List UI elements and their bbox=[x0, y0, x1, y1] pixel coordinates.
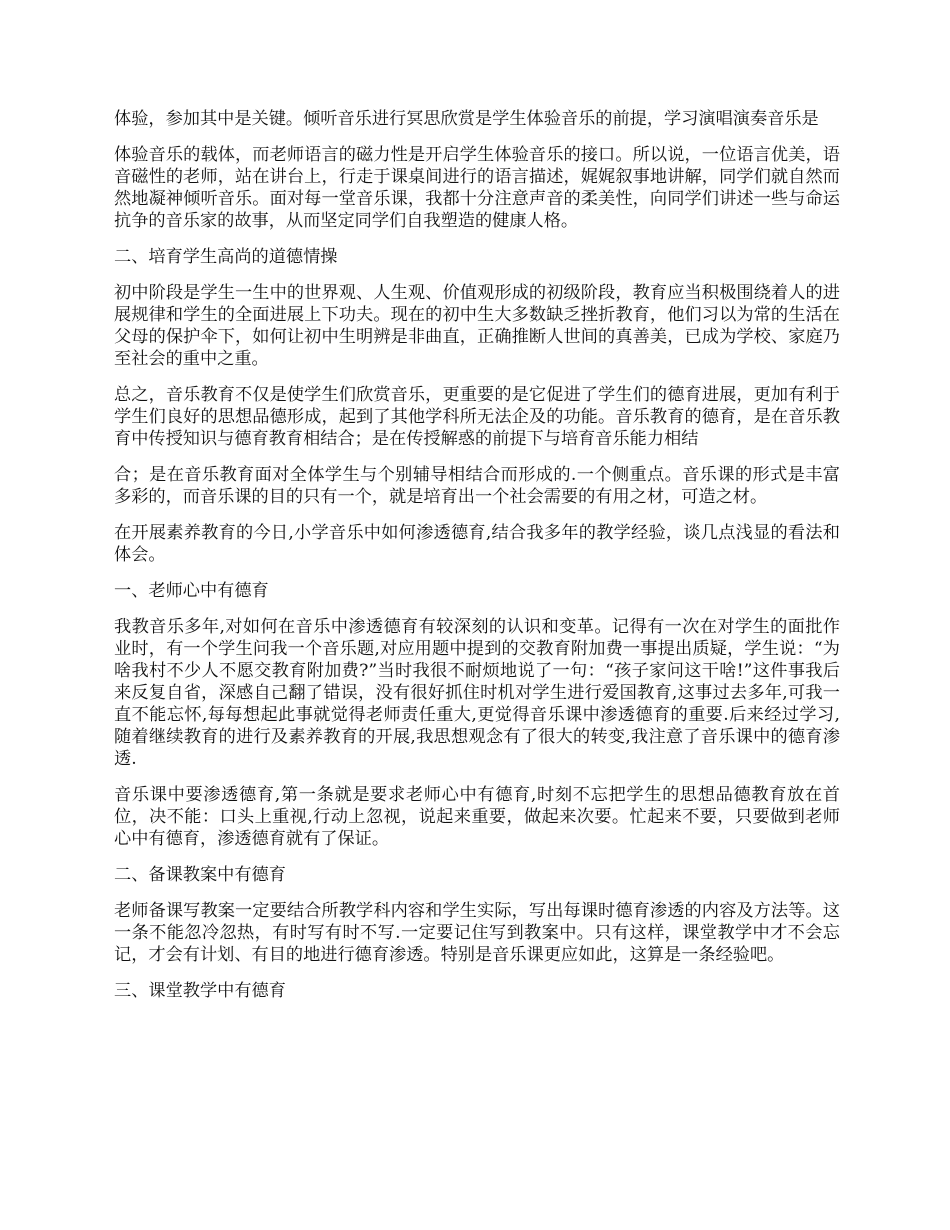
document-page bbox=[114, 108, 840, 1016]
section-heading: 二、备课教案中有德育 bbox=[114, 865, 286, 885]
paragraph: 体验音乐的载体，而老师语言的磁力性是开启学生体验音乐的接口。所以说，一位语言优美，语音磁性的老师，站在讲台上，行走于课桌间进行的语言描述，娓娓叙事地讲解，同学们就自然而然地凝神倾听音乐。面对每一堂音乐课，我都十分注意声音的柔美性，向同学们讲述一些与命运抗争的音乐家的故事，从而坚定同学们自我塑造的健康人格。 bbox=[114, 145, 840, 231]
paragraph: 总之，音乐教育不仅是使学生们欣赏音乐，更重要的是它促进了学生们的德育进展，更加有利于学生们良好的思想品德形成，起到了其他学科所无法企及的功能。音乐教育的德育，是在音乐教育中传授知识与德育教育相结合；是在传授解惑的前提下与培育音乐能力相结 bbox=[114, 385, 840, 449]
paragraph: 我教音乐多年,对如何在音乐中渗透德育有较深刻的认识和变革。记得有一次在对学生的面批作业时，有一个学生问我一个音乐题,对应用题中提到的交教育附加费一事提出质疑，学生说：“为啥我村不少人不愿交教育附加费?”当时我很不耐烦地说了一句：“孩子家问这干啥!”这件事我后来反复自省，深感自己翻了错误，没有很好抓住时机对学生进行爱国教育,这事过去多年,可我一直不能忘怀,每每想起此事就觉得老师责任重大,更觉得音乐课中渗透德育的重要.后来经过学习,随着继续教育的进行及素养教育的开展,我思想观念有了很大的转变,我注意了音乐课中的德育渗透. bbox=[114, 617, 840, 769]
paragraph: 合；是在音乐教育面对全体学生与个别辅导相结合而形成的.一个侧重点。音乐课的形式是丰富多彩的，而音乐课的目的只有一个，就是培育出一个社会需要的有用之材，可造之材。 bbox=[114, 465, 840, 507]
paragraph: 初中阶段是学生一生中的世界观、人生观、价值观形成的初级阶段，教育应当积极围绕着人的进展规律和学生的全面进展上下功夫。现在的初中生大多数缺乏挫折教育，他们习以为常的生活在父母的保护伞下，如何让初中生明辨是非曲直，正确推断人世间的真善美，已成为学校、家庭乃至社会的重中之重。 bbox=[114, 283, 840, 369]
section-heading: 二、培育学生高尚的道德情操 bbox=[114, 247, 338, 267]
section-heading: 三、课堂教学中有德育 bbox=[114, 981, 286, 1001]
section-heading: 一、老师心中有德育 bbox=[114, 581, 269, 601]
paragraph: 音乐课中要渗透德育,第一条就是要求老师心中有德育,时刻不忘把学生的思想品德教育放在首位，决不能：口头上重视,行动上忽视，说起来重要，做起来次要。忙起来不要，只要做到老师心中有德育，渗透德育就有了保证。 bbox=[114, 785, 840, 849]
paragraph: 体验，参加其中是关键。倾听音乐进行冥思欣赏是学生体验音乐的前提，学习演唱演奏音乐是 bbox=[114, 109, 819, 129]
paragraph: 老师备课写教案一定要结合所教学科内容和学生实际，写出每课时德育渗透的内容及方法等。这一条不能忽冷忽热，有时写有时不写.一定要记住写到教案中。只有这样，课堂教学中才不会忘记，才会有计划、有目的地进行德育渗透。特别是音乐课更应如此，这算是一条经验吧。 bbox=[114, 901, 840, 965]
paragraph: 在开展素养教育的今日,小学音乐中如何渗透德育,结合我多年的教学经验，谈几点浅显的看法和体会。 bbox=[114, 523, 840, 565]
